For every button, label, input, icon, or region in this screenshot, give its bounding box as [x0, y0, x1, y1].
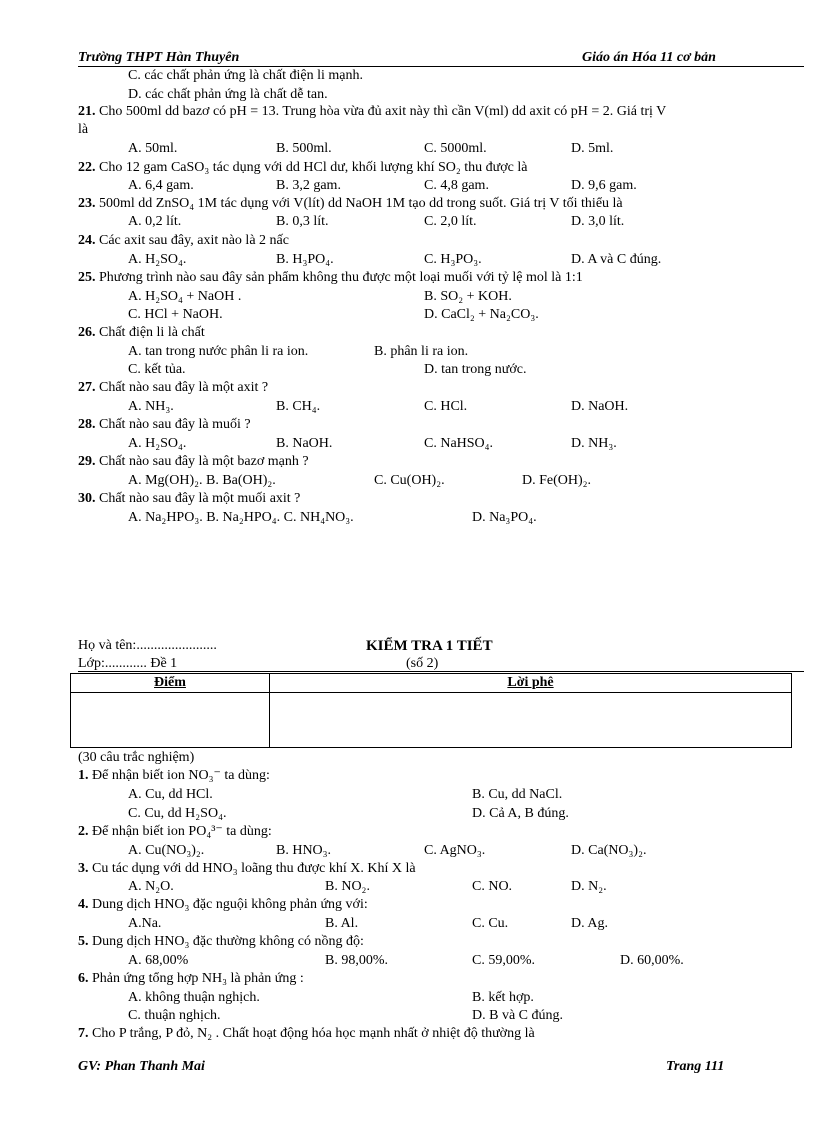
- option: C. NO.: [472, 879, 513, 894]
- question-24: 24. Các axit sau đây, axit nào là 2 nấc: [78, 233, 289, 248]
- option: A. 50ml.: [128, 141, 178, 156]
- option: D. CaCl₂ + Na₂CO₃.: [424, 307, 539, 322]
- option: A. N₂O.: [128, 879, 174, 894]
- option: D. Cả A, B đúng.: [472, 806, 569, 821]
- school-name: Trường THPT Hàn Thuyên: [78, 50, 240, 65]
- option: B. 0,3 lít.: [276, 214, 329, 229]
- option: A. H₂SO₄.: [128, 252, 187, 267]
- option: C. 59,00%.: [472, 953, 535, 968]
- comment-header: Lời phê: [270, 674, 792, 693]
- option: D. Ca(NO₃)₂.: [571, 843, 647, 858]
- question-6: 6. Phản ứng tổng hợp NH₃ là phản ứng :: [78, 971, 304, 986]
- option: A. 6,4 gam.: [128, 178, 194, 193]
- option: B. SO₂ + KOH.: [424, 289, 512, 304]
- score-cell: [71, 693, 270, 748]
- option: C. 4,8 gam.: [424, 178, 489, 193]
- option: D. Na₃PO₄.: [472, 510, 537, 525]
- test-title: KIỂM TRA 1 TIẾT: [366, 638, 493, 654]
- option: A. không thuận nghịch.: [128, 990, 260, 1005]
- option: B. 500ml.: [276, 141, 332, 156]
- divider: [78, 671, 804, 672]
- option: D. NH₃.: [571, 436, 617, 451]
- question-4: 4. Dung dịch HNO₃ đặc nguội không phản ứng với:: [78, 897, 368, 912]
- option: C. NaHSO₄.: [424, 436, 494, 451]
- option: A.Na.: [128, 916, 162, 931]
- option: C. H₃PO₃.: [424, 252, 482, 267]
- grade-table: [70, 673, 792, 748]
- page-header: [78, 50, 804, 67]
- option: A. Mg(OH)₂. B. Ba(OH)₂.: [128, 473, 276, 488]
- question-28: 28. Chất nào sau đây là muối ?: [78, 417, 251, 432]
- option: D. N₂.: [571, 879, 607, 894]
- question-26: 26. Chất điện li là chất: [78, 325, 205, 340]
- option: C. thuận nghịch.: [128, 1008, 221, 1023]
- question-3: 3. Cu tác dụng với dd HNO₃ loãng thu được khí X. Khí X là: [78, 861, 416, 876]
- option: B. H₃PO₄.: [276, 252, 334, 267]
- option: A. H₂SO₄ + NaOH .: [128, 289, 242, 304]
- option: C. 5000ml.: [424, 141, 487, 156]
- question-7: 7. Cho P trắng, P đỏ, N₂ . Chất hoạt động hóa học mạnh nhất ở nhiệt độ thường là: [78, 1026, 535, 1041]
- option: D. NaOH.: [571, 399, 629, 414]
- option: B. HNO₃.: [276, 843, 332, 858]
- test-note: (30 câu trắc nghiệm): [78, 750, 195, 765]
- page-number: Trang 111: [666, 1059, 725, 1074]
- option: D. 5ml.: [571, 141, 614, 156]
- option: C. Cu.: [472, 916, 509, 931]
- option: A. Cu, dd HCl.: [128, 787, 213, 802]
- subject-name: Giáo án Hóa 11 cơ bản: [582, 50, 716, 65]
- score-header: Điểm: [71, 674, 270, 693]
- option: B. Cu, dd NaCl.: [472, 787, 563, 802]
- option: D. A và C đúng.: [571, 252, 662, 267]
- name-label: Họ và tên:.......................: [78, 638, 217, 653]
- question-23: 23. 500ml dd ZnSO₄ 1M tác dụng với V(lít) dd NaOH 1M tạo dd trong suốt. Giá trị V tối thiểu là: [78, 196, 623, 211]
- comment-cell: [270, 693, 792, 748]
- teacher-name: GV: Phan Thanh Mai: [78, 1059, 205, 1074]
- option: A. tan trong nước phân li ra ion.: [128, 344, 309, 359]
- question-30: 30. Chất nào sau đây là một muối axit ?: [78, 491, 301, 506]
- option: D. Ag.: [571, 916, 608, 931]
- option: C. HCl + NaOH.: [128, 307, 223, 322]
- option: B. 98,00%.: [325, 953, 388, 968]
- option: C. kết tủa.: [128, 362, 186, 377]
- option: A. H₂SO₄.: [128, 436, 187, 451]
- option: B. Al.: [325, 916, 359, 931]
- option: D. 60,00%.: [620, 953, 684, 968]
- option: D. B và C đúng.: [472, 1008, 563, 1023]
- option-line: D. các chất phản ứng là chất dễ tan.: [128, 87, 328, 102]
- option: A. NH₃.: [128, 399, 174, 414]
- option: C. Cu, dd H₂SO₄.: [128, 806, 227, 821]
- class-label: Lớp:............ Đề 1: [78, 656, 178, 671]
- option: A. Na₂HPO₃. B. Na₂HPO₄. C. NH₄NO₃.: [128, 510, 354, 525]
- option: D. Fe(OH)₂.: [522, 473, 592, 488]
- option: A. 68,00%: [128, 953, 189, 968]
- question-1: 1. Để nhận biết ion NO₃⁻ ta dùng:: [78, 768, 270, 783]
- option: C. AgNO₃.: [424, 843, 486, 858]
- question-22: 22. Cho 12 gam CaSO₃ tác dụng với dd HCl dư, khối lượng khí SO₂ thu được là: [78, 160, 528, 175]
- option: A. 0,2 lít.: [128, 214, 182, 229]
- question-continuation: là: [78, 122, 89, 137]
- option: B. NO₂.: [325, 879, 370, 894]
- option: C. HCl.: [424, 399, 468, 414]
- option: D. 3,0 lít.: [571, 214, 625, 229]
- option: B. 3,2 gam.: [276, 178, 341, 193]
- option: B. NaOH.: [276, 436, 333, 451]
- question-29: 29. Chất nào sau đây là một bazơ mạnh ?: [78, 454, 309, 469]
- option: C. Cu(OH)₂.: [374, 473, 445, 488]
- option: D. 9,6 gam.: [571, 178, 637, 193]
- option: A. Cu(NO₃)₂.: [128, 843, 205, 858]
- option: C. 2,0 lít.: [424, 214, 477, 229]
- question-2: 2. Để nhận biết ion PO₄³⁻ ta dùng:: [78, 824, 272, 839]
- option: B. phân li ra ion.: [374, 344, 469, 359]
- question-27: 27. Chất nào sau đây là một axit ?: [78, 380, 269, 395]
- question-21: 21. Cho 500ml dd bazơ có pH = 13. Trung hòa vừa đủ axit này thì cần V(ml) dd axit có pH = 2. Giá trị V: [78, 104, 667, 119]
- option: B. kết hợp.: [472, 990, 534, 1005]
- question-25: 25. Phương trình nào sau đây sản phẩm không thu được một loại muối với tỷ lệ mol là 1:1: [78, 270, 583, 285]
- option: D. tan trong nước.: [424, 362, 527, 377]
- test-subtitle: (số 2): [406, 656, 439, 671]
- option-line: C. các chất phản ứng là chất điện li mạnh.: [128, 68, 364, 83]
- option: B. CH₄.: [276, 399, 321, 414]
- question-5: 5. Dung dịch HNO₃ đặc thường không có nồng độ:: [78, 934, 364, 949]
